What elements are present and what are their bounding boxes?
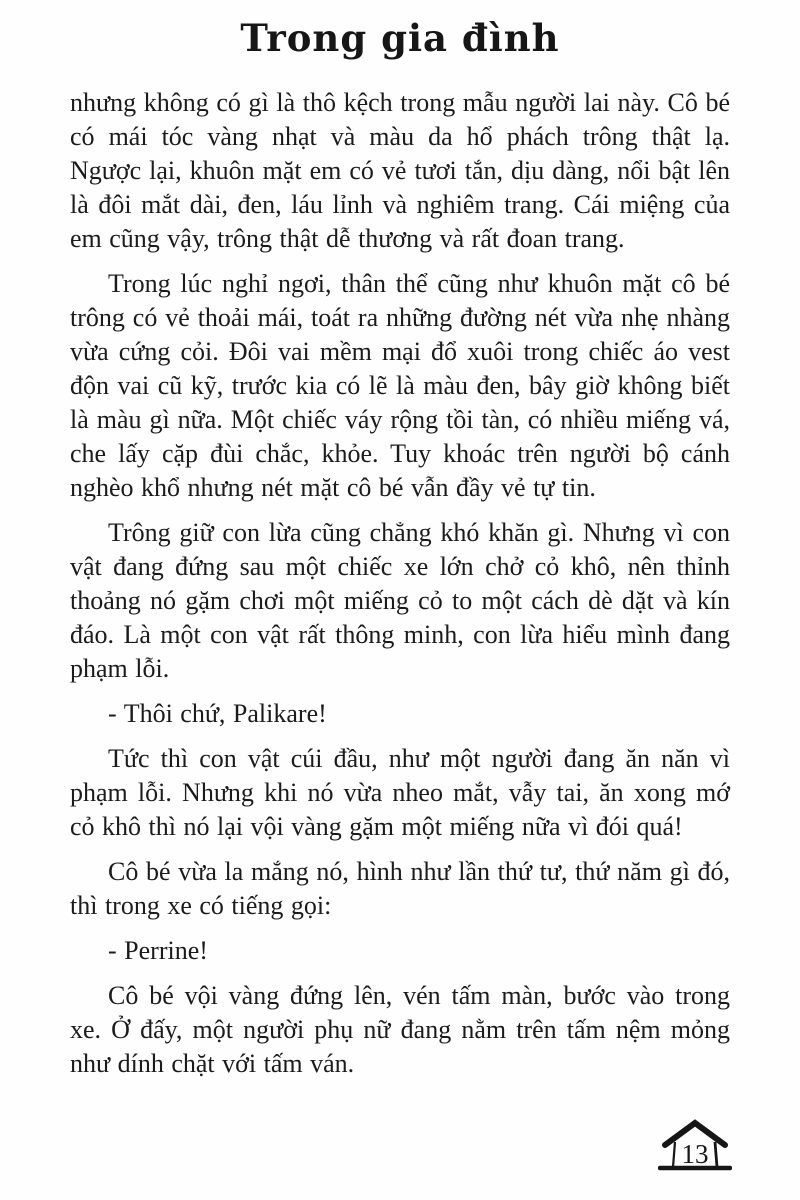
body-paragraph-2: Trong lúc nghỉ ngơi, thân thể cũng như khuôn mặt cô bé trông có vẻ thoải mái, toát ra những đường nét vừa nhẹ nhàng vừa cứng cỏi. Đôi vai mềm mại đổ xuôi trong chiếc áo vest độn vai cũ kỹ, trước kia có lẽ là màu đen, bây giờ không biết là màu gì nữa. Một chiếc váy rộng tồi tàn, có nhiều miếng vá, che lấy cặp đùi chắc, khỏe. Tuy khoác trên người bộ cánh nghèo khổ nhưng nét mặt cô bé vẫn đầy vẻ tự tin.: [70, 269, 730, 502]
body-paragraph-6: Cô bé vừa la mắng nó, hình như lần thứ tư, thứ năm gì đó, thì trong xe có tiếng gọi:: [70, 857, 730, 920]
body-paragraph-3: Trông giữ con lừa cũng chẳng khó khăn gì. Nhưng vì con vật đang đứng sau một chiếc xe lớn chở cỏ khô, nên thỉnh thoảng nó gặm chơi một miếng cỏ to một cách dè dặt và kín đáo. Là một con vật rất thông minh, con lừa hiểu mình đang phạm lỗi.: [70, 518, 730, 683]
body-paragraph-5: Tức thì con vật cúi đầu, như một người đang ăn năn vì phạm lỗi. Nhưng khi nó vừa nheo mắt, vẫy tai, ăn xong mớ cỏ khô thì nó lại vội vàng gặm một miếng nữa vì đói quá!: [70, 744, 730, 841]
body-paragraph-1: nhưng không có gì là thô kệch trong mẫu người lai này. Cô bé có mái tóc vàng nhạt và màu da hổ phách trông thật lạ. Ngược lại, khuôn mặt em có vẻ tươi tắn, dịu dàng, nổi bật lên là đôi mắt dài, đen, láu lỉnh và nghiêm trang. Cái miệng của em cũng vậy, trông thật dễ thương và rất đoan trang.: [70, 88, 730, 253]
house-icon: [658, 1118, 732, 1174]
page-body: [70, 86, 730, 1081]
body-paragraph-8: Cô bé vội vàng đứng lên, vén tấm màn, bước vào trong xe. Ở đấy, một người phụ nữ đang nằm trên tấm nệm mỏng như dính chặt với tấm ván.: [70, 981, 730, 1078]
chapter-title: Trong gia đình: [240, 16, 560, 60]
dialogue-line-perrine: - Perrine!: [108, 936, 208, 965]
dialogue-line-palikare: - Thôi chứ, Palikare!: [108, 699, 327, 728]
page-number: 13: [681, 1139, 709, 1169]
house-right-wall: [715, 1142, 717, 1167]
house-left-wall: [673, 1142, 675, 1167]
